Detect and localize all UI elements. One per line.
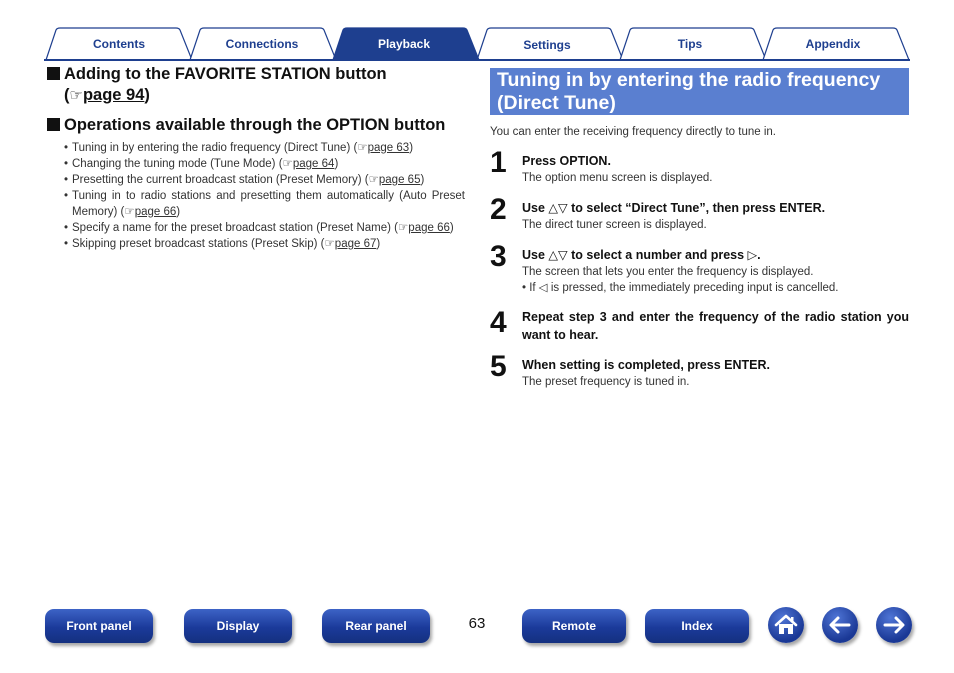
tab-appendix[interactable]: Appendix (805, 37, 861, 51)
heading-paren-open: ( (64, 86, 70, 104)
list-item (64, 140, 465, 156)
step-2 (490, 193, 909, 233)
display-button[interactable]: Display (184, 609, 292, 643)
page-ref-link[interactable]: page 65 (378, 174, 421, 186)
step-description: The option menu screen is displayed. (522, 172, 713, 184)
tab-settings[interactable]: Settings (523, 38, 571, 52)
step-number: 4 (490, 306, 507, 339)
step-title: Press OPTION. (522, 154, 611, 168)
pointing-hand-icon: ☞ (397, 222, 409, 234)
step-5 (490, 350, 909, 390)
heading-paren-close: ) (144, 86, 150, 104)
list-item (64, 188, 465, 220)
remote-button[interactable]: Remote (522, 609, 626, 643)
step-description: The screen that lets you enter the frequency is displayed. (522, 266, 814, 278)
home-button[interactable] (768, 607, 804, 643)
step-3 (490, 240, 909, 296)
page-ref-link[interactable]: page 66 (134, 206, 177, 218)
heading-text: Adding to the FAVORITE STATION button (64, 65, 387, 83)
step-4 (490, 308, 909, 344)
tab-tips[interactable]: Tips (677, 37, 703, 51)
rear-panel-button[interactable]: Rear panel (322, 609, 430, 643)
step-title: Repeat step 3 and enter the frequency of the radio station you want to hear. (522, 310, 909, 342)
list-item (64, 236, 465, 252)
section-title-banner: Tuning in by entering the radio frequency (Direct Tune) (490, 68, 909, 115)
option-operations-heading (47, 115, 465, 136)
item-text: Specify a name for the preset broadcast station (Preset Name) ( (72, 222, 398, 234)
item-end: ) (409, 142, 414, 154)
step-number: 1 (490, 146, 507, 179)
top-tab-bar (44, 27, 910, 61)
tab-underline (44, 59, 910, 61)
pointing-hand-icon: ☞ (357, 142, 368, 154)
pointing-hand-icon: ☞ (69, 87, 83, 104)
home-icon (768, 607, 804, 643)
page-ref-link[interactable]: page 67 (334, 238, 377, 250)
item-text: Presetting the current broadcast station (Preset Memory) ( (72, 174, 369, 186)
item-end: ) (449, 222, 454, 234)
item-end: ) (376, 238, 381, 250)
step-number: 5 (490, 350, 507, 383)
pointing-hand-icon: ☞ (324, 238, 335, 250)
heading-text: Operations available through the OPTION button (64, 116, 446, 134)
list-item (64, 156, 465, 172)
item-text: Tuning in to radio stations and presetting them automatically (Auto Preset Memory) ( (72, 190, 465, 218)
step-number: 2 (490, 193, 507, 226)
page-ref-link[interactable]: page 63 (367, 142, 410, 154)
step-title: When setting is completed, press ENTER. (522, 358, 770, 372)
list-item (64, 220, 465, 236)
favorite-station-heading (47, 64, 465, 106)
step-description: The preset frequency is tuned in. (522, 376, 690, 388)
forward-button[interactable] (876, 607, 912, 643)
step-description: The direct tuner screen is displayed. (522, 219, 707, 231)
tab-contents[interactable]: Contents (93, 37, 145, 51)
item-end: ) (334, 158, 339, 170)
item-text: Changing the tuning mode (Tune Mode) ( (72, 158, 283, 170)
pointing-hand-icon: ☞ (368, 174, 379, 186)
step-note: • If ◁ is pressed, the immediately preceding input is cancelled. (522, 282, 839, 294)
right-column (490, 68, 909, 390)
step-title: Use △▽ to select “Direct Tune”, then press ENTER. (522, 201, 826, 215)
tab-connections[interactable]: Connections (225, 37, 299, 51)
option-operations-list (64, 140, 465, 252)
back-button[interactable] (822, 607, 858, 643)
item-end: ) (420, 174, 425, 186)
intro-text: You can enter the receiving frequency directly to tune in. (490, 126, 776, 138)
step-title: Use △▽ to select a number and press ▷. (522, 248, 761, 262)
pointing-hand-icon: ☞ (282, 158, 293, 170)
item-text: Skipping preset broadcast stations (Preset Skip) ( (72, 238, 325, 250)
front-panel-button[interactable]: Front panel (45, 609, 153, 643)
square-bullet-icon (47, 67, 60, 80)
list-item (64, 172, 465, 188)
arrow-left-icon (822, 607, 858, 643)
page-ref-link[interactable]: page 66 (408, 222, 450, 234)
left-column (47, 64, 465, 252)
page-94-link[interactable]: page 94 (82, 86, 145, 104)
item-end: ) (176, 206, 181, 218)
step-1 (490, 146, 909, 186)
item-text: Tuning in by entering the radio frequency (Direct Tune) ( (72, 142, 358, 154)
index-button[interactable]: Index (645, 609, 749, 643)
page-ref-link[interactable]: page 64 (292, 158, 335, 170)
square-bullet-icon (47, 118, 60, 131)
tab-playback[interactable]: Playback (377, 37, 431, 51)
pointing-hand-icon: ☞ (124, 206, 135, 218)
page-number: 63 (468, 615, 486, 632)
arrow-right-icon (876, 607, 912, 643)
step-number: 3 (490, 240, 507, 273)
